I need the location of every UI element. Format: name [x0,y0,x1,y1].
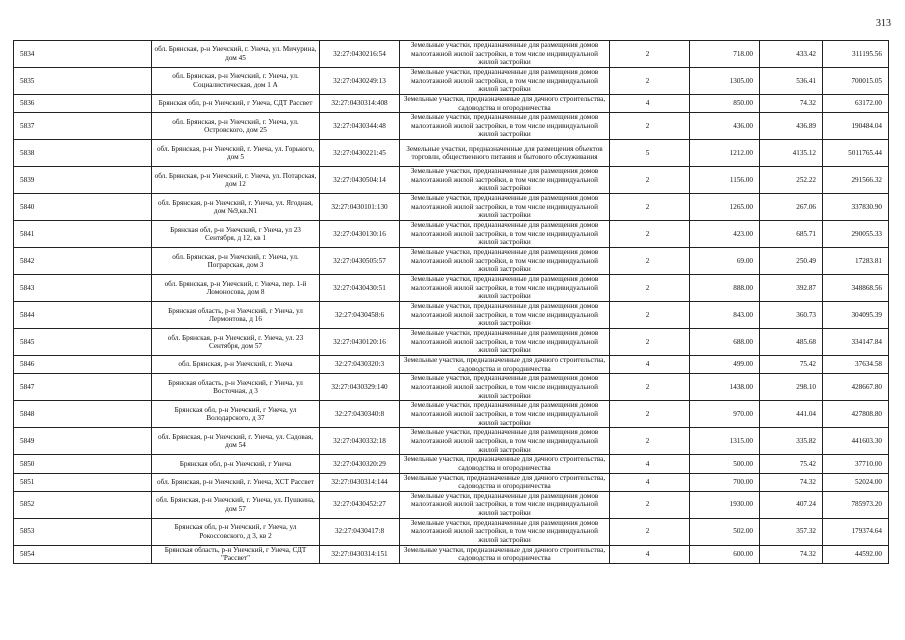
cadastral-number-cell: 32:27:0430320:3 [320,356,400,374]
land-use-cell: Земельные участки, предназначенные для размещения домов малоэтажной жилой застройки, в том числе индивидуальной жилой застройки [400,302,610,329]
table-row [14,167,889,194]
area-cell: 1930.00 [690,491,760,518]
land-use-cell: Земельные участки, предназначенные для размещения домов малоэтажной жилой застройки, в том числе индивидуальной жилой застройки [400,428,610,455]
cadastral-value-cell: 428667.80 [823,374,889,401]
category-code-cell: 2 [610,401,690,428]
land-use-cell: Земельные участки, предназначенные для размещения домов малоэтажной жилой застройки, в том числе индивидуальной жилой застройки [400,113,610,140]
area-cell: 888.00 [690,275,760,302]
area-cell: 499.00 [690,356,760,374]
category-code-cell: 2 [610,329,690,356]
category-code-cell: 4 [610,455,690,473]
table-row [14,473,889,491]
category-code-cell: 2 [610,248,690,275]
address-cell: обл. Брянская, р-н Унечский, г. Унеча, пер. 1-й Ломоносова, дом 8 [152,275,320,302]
area-cell: 1156.00 [690,167,760,194]
category-code-cell: 4 [610,356,690,374]
specific-value-cell: 357.32 [760,518,823,545]
cadastral-number-cell: 32:27:0430417:8 [320,518,400,545]
row-number-cell: 5852 [14,491,152,518]
row-number-cell: 5836 [14,95,152,113]
cadastral-number-cell: 32:27:0430320:29 [320,455,400,473]
address-cell: Брянская область, р-н Унечский, г Унеча, ул Лермонтова, д 16 [152,302,320,329]
area-cell: 423.00 [690,221,760,248]
table-row [14,455,889,473]
cadastral-number-cell: 32:27:0430332:18 [320,428,400,455]
cadastral-value-cell: 17283.81 [823,248,889,275]
cadastral-number-cell: 32:27:0430249:13 [320,68,400,95]
table-row [14,68,889,95]
land-use-cell: Земельные участки, предназначенные для размещения домов малоэтажной жилой застройки, в том числе индивидуальной жилой застройки [400,275,610,302]
row-number-cell: 5851 [14,473,152,491]
land-use-cell: Земельные участки, предназначенные для размещения домов малоэтажной жилой застройки, в том числе индивидуальной жилой застройки [400,518,610,545]
cadastral-number-cell: 32:27:0430221:45 [320,140,400,167]
area-cell: 850.00 [690,95,760,113]
cadastral-value-cell: 348868.56 [823,275,889,302]
cadastral-value-cell: 337830.90 [823,194,889,221]
cadastral-value-cell: 44592.00 [823,545,889,563]
specific-value-cell: 485.68 [760,329,823,356]
area-cell: 700.00 [690,473,760,491]
cadastral-number-cell: 32:27:0430130:16 [320,221,400,248]
land-use-cell: Земельные участки, предназначенные для дачного строительства, садоводства и огородничества [400,95,610,113]
specific-value-cell: 392.87 [760,275,823,302]
row-number-cell: 5842 [14,248,152,275]
area-cell: 1265.00 [690,194,760,221]
land-use-cell: Земельные участки, предназначенные для размещения домов малоэтажной жилой застройки, в том числе индивидуальной жилой застройки [400,491,610,518]
address-cell: обл. Брянская, р-н Унечский, г. Унеча, ул. Мичурина, дом 45 [152,41,320,68]
area-cell: 500.00 [690,455,760,473]
area-cell: 502.00 [690,518,760,545]
address-cell: обл. Брянская, р-н Унечский, г. Унеча, ул. Потарская, дом 12 [152,167,320,194]
specific-value-cell: 74.32 [760,95,823,113]
page-number: 313 [876,18,891,29]
area-cell: 1438.00 [690,374,760,401]
area-cell: 1315.00 [690,428,760,455]
row-number-cell: 5845 [14,329,152,356]
specific-value-cell: 536.41 [760,68,823,95]
area-cell: 436.00 [690,113,760,140]
row-number-cell: 5846 [14,356,152,374]
specific-value-cell: 436.89 [760,113,823,140]
category-code-cell: 2 [610,374,690,401]
cadastral-value-cell: 427808.80 [823,401,889,428]
cadastral-value-cell: 304095.39 [823,302,889,329]
cadastral-number-cell: 32:27:0430344:48 [320,113,400,140]
row-number-cell: 5834 [14,41,152,68]
address-cell: обл. Брянская, р-н Унечский, г. Унеча, ХСТ Рассвет [152,473,320,491]
table-row [14,518,889,545]
area-cell: 718.00 [690,41,760,68]
cadastral-value-cell: 190484.04 [823,113,889,140]
land-use-cell: Земельные участки, предназначенные для размещения домов малоэтажной жилой застройки, в том числе индивидуальной жилой застройки [400,248,610,275]
cadastral-value-cell: 179374.64 [823,518,889,545]
cadastral-value-cell: 290055.33 [823,221,889,248]
specific-value-cell: 441.04 [760,401,823,428]
land-use-cell: Земельные участки, предназначенные для размещения домов малоэтажной жилой застройки, в том числе индивидуальной жилой застройки [400,68,610,95]
cadastral-number-cell: 32:27:0430101:130 [320,194,400,221]
table-row [14,194,889,221]
table-row [14,401,889,428]
land-use-cell: Земельные участки, предназначенные для дачного строительства, садоводства и огородничества [400,545,610,563]
specific-value-cell: 75.42 [760,455,823,473]
address-cell: обл. Брянская, р-н Унечский, г. Унеча [152,356,320,374]
specific-value-cell: 74.32 [760,545,823,563]
row-number-cell: 5848 [14,401,152,428]
cadastral-register-table [13,40,889,564]
table-row [14,95,889,113]
table-row [14,113,889,140]
land-use-cell: Земельные участки, предназначенные для размещения домов малоэтажной жилой застройки, в том числе индивидуальной жилой застройки [400,221,610,248]
land-use-cell: Земельные участки, предназначенные для размещения домов малоэтажной жилой застройки, в том числе индивидуальной жилой застройки [400,329,610,356]
specific-value-cell: 360.73 [760,302,823,329]
category-code-cell: 2 [610,221,690,248]
land-use-cell: Земельные участки, предназначенные для дачного строительства, садоводства и огородничества [400,473,610,491]
cadastral-number-cell: 32:27:0430216:54 [320,41,400,68]
table-row [14,329,889,356]
category-code-cell: 2 [610,428,690,455]
specific-value-cell: 335.82 [760,428,823,455]
specific-value-cell: 267.06 [760,194,823,221]
land-use-cell: Земельные участки, предназначенные для размещения домов малоэтажной жилой застройки, в том числе индивидуальной жилой застройки [400,194,610,221]
address-cell: обл. Брянская, р-н Унечский, г. Унеча, ул. Ягодная, дом №9,кв.N1 [152,194,320,221]
category-code-cell: 2 [610,275,690,302]
category-code-cell: 2 [610,41,690,68]
land-use-cell: Земельные участки, предназначенные для размещения объектов торговли, общественного питания и бытового обслуживания [400,140,610,167]
specific-value-cell: 250.49 [760,248,823,275]
table-row [14,302,889,329]
cadastral-value-cell: 63172.00 [823,95,889,113]
row-number-cell: 5841 [14,221,152,248]
row-number-cell: 5849 [14,428,152,455]
category-code-cell: 2 [610,113,690,140]
area-cell: 600.00 [690,545,760,563]
area-cell: 843.00 [690,302,760,329]
area-cell: 970.00 [690,401,760,428]
cadastral-value-cell: 334147.84 [823,329,889,356]
cadastral-value-cell: 37634.58 [823,356,889,374]
cadastral-value-cell: 52024.00 [823,473,889,491]
category-code-cell: 2 [610,518,690,545]
specific-value-cell: 685.71 [760,221,823,248]
cadastral-value-cell: 291566.32 [823,167,889,194]
category-code-cell: 5 [610,140,690,167]
address-cell: Брянская обл, р-н Унечский, г Унеча, СДТ Рассвет [152,95,320,113]
cadastral-number-cell: 32:27:0430314:151 [320,545,400,563]
address-cell: обл. Брянская, р-н Унечский, г. Унеча, ул. Пограрская, дом 3 [152,248,320,275]
cadastral-value-cell: 441603.30 [823,428,889,455]
row-number-cell: 5854 [14,545,152,563]
specific-value-cell: 298.10 [760,374,823,401]
area-cell: 1212.00 [690,140,760,167]
table-row [14,140,889,167]
address-cell: Брянская область, р-н Унечский, г Унеча, СДТ "Рассвет" [152,545,320,563]
table-row [14,221,889,248]
address-cell: Брянская обл, р-н Унечский, г Унеча, ул Рокоссовского, д 3, кв 2 [152,518,320,545]
table-row [14,275,889,302]
land-use-cell: Земельные участки, предназначенные для размещения домов малоэтажной жилой застройки, в том числе индивидуальной жилой застройки [400,41,610,68]
area-cell: 69.00 [690,248,760,275]
table-row [14,428,889,455]
cadastral-number-cell: 32:27:0430340:8 [320,401,400,428]
cadastral-number-cell: 32:27:0430314:144 [320,473,400,491]
category-code-cell: 4 [610,95,690,113]
category-code-cell: 2 [610,302,690,329]
cadastral-number-cell: 32:27:0430505:57 [320,248,400,275]
category-code-cell: 2 [610,167,690,194]
specific-value-cell: 74.32 [760,473,823,491]
row-number-cell: 5844 [14,302,152,329]
cadastral-number-cell: 32:27:0430504:14 [320,167,400,194]
cadastral-number-cell: 32:27:0430329:140 [320,374,400,401]
row-number-cell: 5835 [14,68,152,95]
cadastral-value-cell: 785973.20 [823,491,889,518]
register-body [14,41,889,564]
row-number-cell: 5839 [14,167,152,194]
cadastral-value-cell: 5011765.44 [823,140,889,167]
address-cell: обл. Брянская, р-н Унечский, г. Унеча, ул. Социалистическая, дом 1 А [152,68,320,95]
table-row [14,41,889,68]
row-number-cell: 5853 [14,518,152,545]
area-cell: 688.00 [690,329,760,356]
row-number-cell: 5840 [14,194,152,221]
land-use-cell: Земельные участки, предназначенные для размещения домов малоэтажной жилой застройки, в том числе индивидуальной жилой застройки [400,167,610,194]
table-row [14,374,889,401]
cadastral-value-cell: 311195.56 [823,41,889,68]
address-cell: обл. Брянская, р-н Унечский, г. Унеча, ул. Островского, дом 25 [152,113,320,140]
cadastral-value-cell: 37710.00 [823,455,889,473]
address-cell: Брянская область, р-н Унечский, г Унеча, ул Восточная, д 3 [152,374,320,401]
cadastral-number-cell: 32:27:0430120:16 [320,329,400,356]
table-row [14,248,889,275]
category-code-cell: 4 [610,473,690,491]
table-row [14,356,889,374]
address-cell: обл. Брянская, р-н Унечский, г. Унеча, ул. Горького, дом 5 [152,140,320,167]
row-number-cell: 5847 [14,374,152,401]
specific-value-cell: 433.42 [760,41,823,68]
cadastral-number-cell: 32:27:0430430:51 [320,275,400,302]
land-use-cell: Земельные участки, предназначенные для размещения домов малоэтажной жилой застройки, в том числе индивидуальной жилой застройки [400,374,610,401]
land-use-cell: Земельные участки, предназначенные для дачного строительства, садоводства и огородничества [400,356,610,374]
category-code-cell: 4 [610,545,690,563]
area-cell: 1305.00 [690,68,760,95]
specific-value-cell: 252.22 [760,167,823,194]
address-cell: обл. Брянская, р-н Унечский, г. Унеча, ул. Садовая, дом 54 [152,428,320,455]
category-code-cell: 2 [610,194,690,221]
cadastral-number-cell: 32:27:0430314:408 [320,95,400,113]
land-use-cell: Земельные участки, предназначенные для дачного строительства, садоводства и огородничества [400,455,610,473]
address-cell: Брянская обл, р-н Унечский, г Унеча [152,455,320,473]
row-number-cell: 5837 [14,113,152,140]
address-cell: Брянская обл, р-н Унечский, г Унеча, ул Володарского, д 37 [152,401,320,428]
category-code-cell: 2 [610,491,690,518]
category-code-cell: 2 [610,68,690,95]
cadastral-number-cell: 32:27:0430452:27 [320,491,400,518]
specific-value-cell: 4135.12 [760,140,823,167]
specific-value-cell: 75.42 [760,356,823,374]
row-number-cell: 5838 [14,140,152,167]
address-cell: обл. Брянская, р-н Унечский, г. Унеча, ул. 23 Сентября, дом 57 [152,329,320,356]
land-use-cell: Земельные участки, предназначенные для размещения домов малоэтажной жилой застройки, в том числе индивидуальной жилой застройки [400,401,610,428]
row-number-cell: 5843 [14,275,152,302]
cadastral-number-cell: 32:27:0430458:6 [320,302,400,329]
specific-value-cell: 407.24 [760,491,823,518]
table-row [14,491,889,518]
cadastral-value-cell: 700015.05 [823,68,889,95]
table-row [14,545,889,563]
address-cell: обл. Брянская, р-н Унечский, г. Унеча, ул. Пушкина, дом 57 [152,491,320,518]
address-cell: Брянская обл, р-н Унечский, г Унеча, ул 23 Сентября, д 12, кв 1 [152,221,320,248]
row-number-cell: 5850 [14,455,152,473]
